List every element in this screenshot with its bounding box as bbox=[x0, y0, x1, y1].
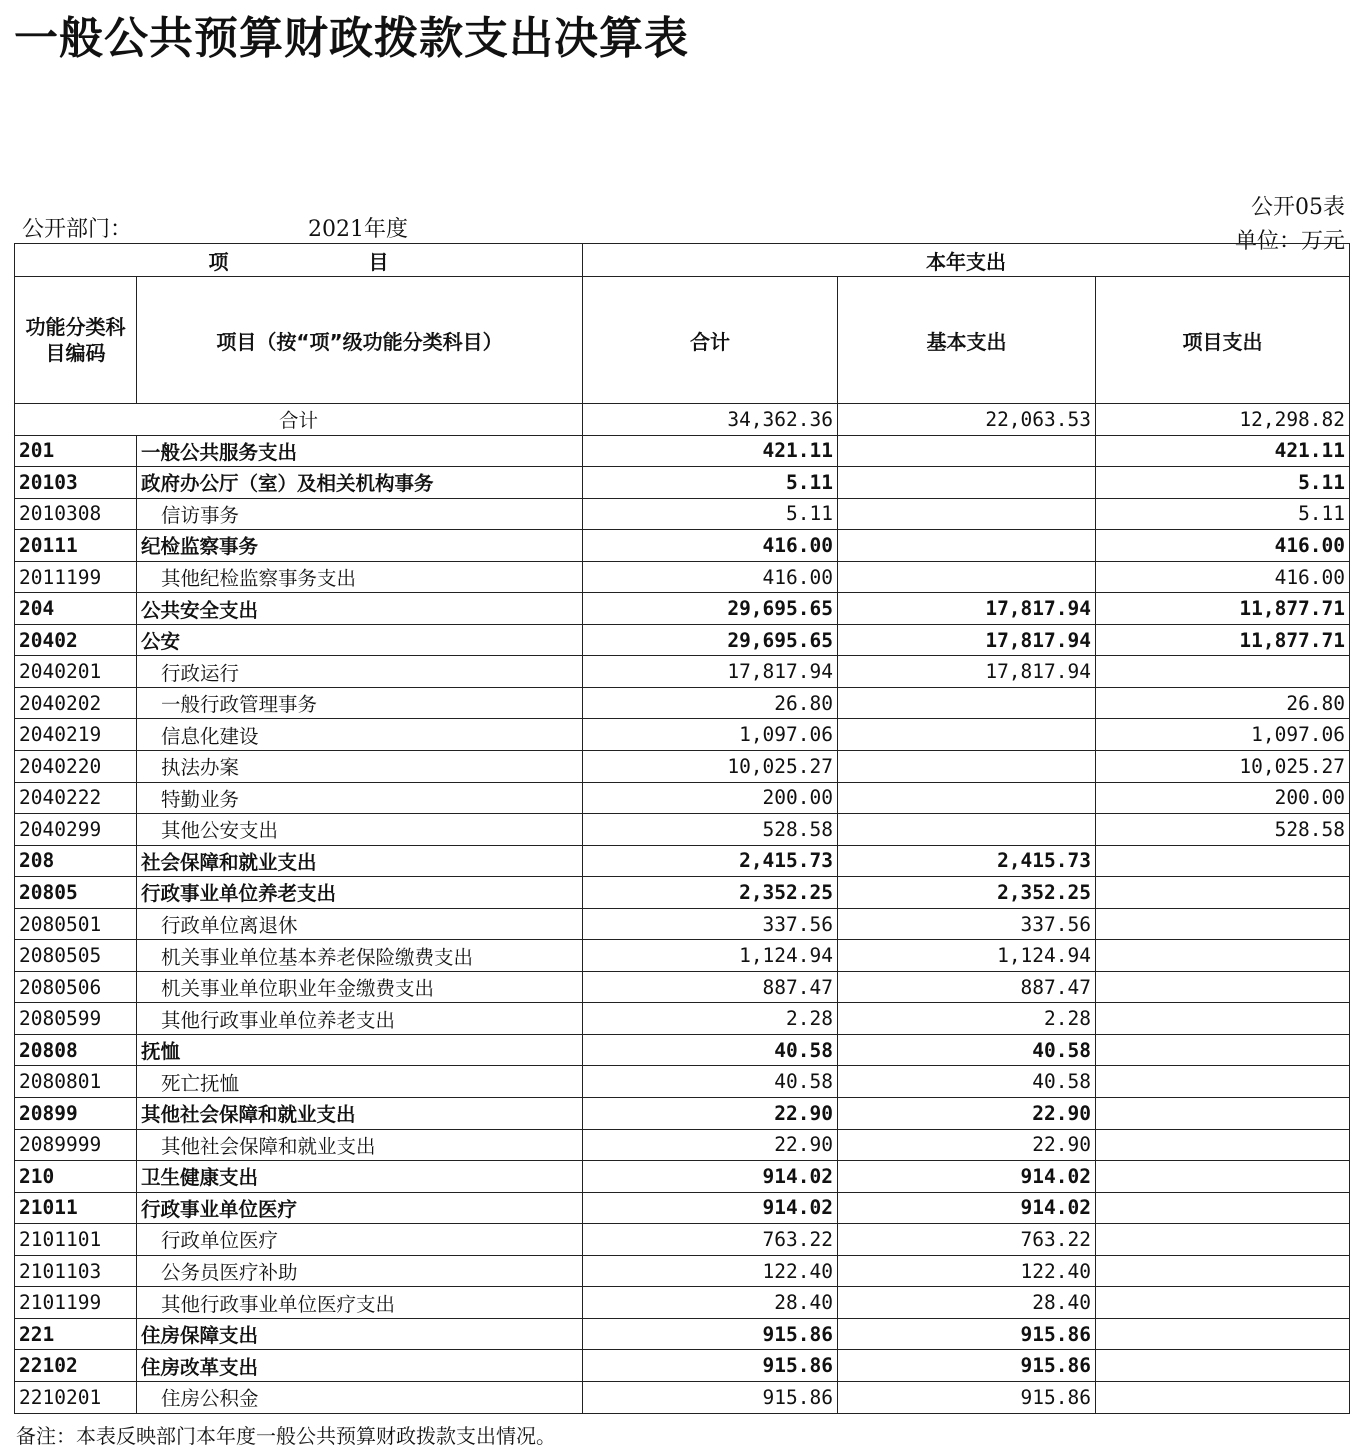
header-row-columns bbox=[15, 277, 1350, 404]
table-row bbox=[15, 624, 1350, 656]
row-basic: 17,817.94 bbox=[838, 624, 1096, 656]
row-total: 1,097.06 bbox=[583, 719, 838, 751]
department-label: 公开部门： bbox=[22, 217, 133, 242]
row-project bbox=[1096, 1287, 1350, 1319]
row-project bbox=[1096, 1129, 1350, 1161]
row-basic: 1,124.94 bbox=[838, 940, 1096, 972]
row-name: 行政运行 bbox=[137, 656, 583, 688]
row-basic: 17,817.94 bbox=[838, 656, 1096, 688]
row-name: 纪检监察事务 bbox=[137, 530, 583, 562]
row-total: 887.47 bbox=[583, 971, 838, 1003]
table-row bbox=[15, 719, 1350, 751]
table-row bbox=[15, 1098, 1350, 1130]
row-project bbox=[1096, 1066, 1350, 1098]
col-header-code: 功能分类科目编码 bbox=[15, 277, 137, 404]
row-name: 住房改革支出 bbox=[137, 1350, 583, 1382]
table-row bbox=[15, 782, 1350, 814]
row-basic bbox=[838, 687, 1096, 719]
row-code: 2089999 bbox=[15, 1129, 137, 1161]
row-code: 20103 bbox=[15, 467, 137, 499]
row-total: 40.58 bbox=[583, 1066, 838, 1098]
row-total: 122.40 bbox=[583, 1255, 838, 1287]
row-project: 421.11 bbox=[1096, 435, 1350, 467]
row-basic: 40.58 bbox=[838, 1034, 1096, 1066]
row-total: 5.11 bbox=[583, 467, 838, 499]
table-row bbox=[15, 435, 1350, 467]
row-basic: 914.02 bbox=[838, 1192, 1096, 1224]
row-name: 公共安全支出 bbox=[137, 593, 583, 625]
table-row bbox=[15, 530, 1350, 562]
row-project bbox=[1096, 656, 1350, 688]
row-project bbox=[1096, 908, 1350, 940]
row-code: 2080599 bbox=[15, 1003, 137, 1035]
row-total: 2,352.25 bbox=[583, 877, 838, 909]
row-name: 住房保障支出 bbox=[137, 1318, 583, 1350]
row-project bbox=[1096, 971, 1350, 1003]
row-name: 行政事业单位医疗 bbox=[137, 1192, 583, 1224]
row-total: 22.90 bbox=[583, 1098, 838, 1130]
row-basic: 763.22 bbox=[838, 1224, 1096, 1256]
total-label: 合计 bbox=[15, 404, 583, 436]
row-code: 2040202 bbox=[15, 687, 137, 719]
row-name: 其他行政事业单位养老支出 bbox=[137, 1003, 583, 1035]
page-title: 一般公共预算财政拨款支出决算表 bbox=[14, 13, 689, 64]
row-code: 2080501 bbox=[15, 908, 137, 940]
row-name: 政府办公厅（室）及相关机构事务 bbox=[137, 467, 583, 499]
row-code: 2040220 bbox=[15, 751, 137, 783]
row-code: 208 bbox=[15, 845, 137, 877]
row-name: 抚恤 bbox=[137, 1034, 583, 1066]
table-row bbox=[15, 1287, 1350, 1319]
total-row bbox=[15, 404, 1350, 436]
row-name: 其他纪检监察事务支出 bbox=[137, 561, 583, 593]
table-row bbox=[15, 845, 1350, 877]
row-total: 915.86 bbox=[583, 1350, 838, 1382]
row-basic bbox=[838, 498, 1096, 530]
col-header-project: 项目支出 bbox=[1096, 277, 1350, 404]
unit-label: 单位：万元 bbox=[1234, 229, 1345, 254]
table-row bbox=[15, 1381, 1350, 1413]
row-code: 2040219 bbox=[15, 719, 137, 751]
row-total: 914.02 bbox=[583, 1192, 838, 1224]
row-project: 5.11 bbox=[1096, 467, 1350, 499]
row-project bbox=[1096, 1350, 1350, 1382]
row-code: 2210201 bbox=[15, 1381, 137, 1413]
row-total: 22.90 bbox=[583, 1129, 838, 1161]
form-code: 公开05表 bbox=[1251, 195, 1345, 220]
row-basic bbox=[838, 814, 1096, 846]
row-basic: 28.40 bbox=[838, 1287, 1096, 1319]
row-total: 26.80 bbox=[583, 687, 838, 719]
row-name: 信访事务 bbox=[137, 498, 583, 530]
row-basic: 22.90 bbox=[838, 1098, 1096, 1130]
row-code: 2080505 bbox=[15, 940, 137, 972]
table-row bbox=[15, 1224, 1350, 1256]
row-total: 29,695.65 bbox=[583, 624, 838, 656]
row-name: 特勤业务 bbox=[137, 782, 583, 814]
table-row bbox=[15, 1066, 1350, 1098]
row-name: 社会保障和就业支出 bbox=[137, 845, 583, 877]
row-code: 20402 bbox=[15, 624, 137, 656]
row-total: 416.00 bbox=[583, 530, 838, 562]
row-code: 20899 bbox=[15, 1098, 137, 1130]
row-basic: 915.86 bbox=[838, 1381, 1096, 1413]
row-basic: 2,352.25 bbox=[838, 877, 1096, 909]
row-code: 22102 bbox=[15, 1350, 137, 1382]
row-name: 一般行政管理事务 bbox=[137, 687, 583, 719]
total-project: 12,298.82 bbox=[1096, 404, 1350, 436]
row-project: 26.80 bbox=[1096, 687, 1350, 719]
row-code: 20111 bbox=[15, 530, 137, 562]
col-header-basic: 基本支出 bbox=[838, 277, 1096, 404]
row-total: 528.58 bbox=[583, 814, 838, 846]
header-row-group bbox=[15, 244, 1350, 277]
row-total: 29,695.65 bbox=[583, 593, 838, 625]
row-code: 2040222 bbox=[15, 782, 137, 814]
row-name: 其他公安支出 bbox=[137, 814, 583, 846]
row-project: 11,877.71 bbox=[1096, 593, 1350, 625]
row-total: 10,025.27 bbox=[583, 751, 838, 783]
row-total: 915.86 bbox=[583, 1318, 838, 1350]
table-row bbox=[15, 1003, 1350, 1035]
row-code: 201 bbox=[15, 435, 137, 467]
row-basic bbox=[838, 561, 1096, 593]
row-code: 21011 bbox=[15, 1192, 137, 1224]
row-basic: 22.90 bbox=[838, 1129, 1096, 1161]
header-item: 项 目 bbox=[15, 244, 583, 277]
table-row bbox=[15, 877, 1350, 909]
row-total: 2.28 bbox=[583, 1003, 838, 1035]
row-code: 2040201 bbox=[15, 656, 137, 688]
col-header-name: 项目（按“项”级功能分类科目） bbox=[137, 277, 583, 404]
row-code: 2101101 bbox=[15, 1224, 137, 1256]
row-total: 200.00 bbox=[583, 782, 838, 814]
row-project bbox=[1096, 1161, 1350, 1193]
row-project bbox=[1096, 1381, 1350, 1413]
row-total: 416.00 bbox=[583, 561, 838, 593]
row-basic: 122.40 bbox=[838, 1255, 1096, 1287]
row-basic bbox=[838, 719, 1096, 751]
row-project bbox=[1096, 1318, 1350, 1350]
row-basic bbox=[838, 530, 1096, 562]
row-project bbox=[1096, 1255, 1350, 1287]
row-name: 其他社会保障和就业支出 bbox=[137, 1098, 583, 1130]
row-code: 2080506 bbox=[15, 971, 137, 1003]
total-basic: 22,063.53 bbox=[838, 404, 1096, 436]
col-header-total: 合计 bbox=[583, 277, 838, 404]
row-project: 1,097.06 bbox=[1096, 719, 1350, 751]
table-row bbox=[15, 1161, 1350, 1193]
row-name: 公务员医疗补助 bbox=[137, 1255, 583, 1287]
row-basic: 887.47 bbox=[838, 971, 1096, 1003]
row-total: 914.02 bbox=[583, 1161, 838, 1193]
row-total: 2,415.73 bbox=[583, 845, 838, 877]
row-project: 5.11 bbox=[1096, 498, 1350, 530]
row-code: 204 bbox=[15, 593, 137, 625]
row-basic bbox=[838, 751, 1096, 783]
row-total: 763.22 bbox=[583, 1224, 838, 1256]
row-project bbox=[1096, 940, 1350, 972]
row-code: 20805 bbox=[15, 877, 137, 909]
row-project bbox=[1096, 845, 1350, 877]
row-basic: 915.86 bbox=[838, 1350, 1096, 1382]
table-row bbox=[15, 971, 1350, 1003]
table-row bbox=[15, 1255, 1350, 1287]
row-total: 915.86 bbox=[583, 1381, 838, 1413]
row-project bbox=[1096, 877, 1350, 909]
row-name: 住房公积金 bbox=[137, 1381, 583, 1413]
row-total: 28.40 bbox=[583, 1287, 838, 1319]
row-project: 416.00 bbox=[1096, 530, 1350, 562]
table-row bbox=[15, 656, 1350, 688]
table-row bbox=[15, 814, 1350, 846]
table-row bbox=[15, 593, 1350, 625]
row-name: 公安 bbox=[137, 624, 583, 656]
row-basic: 2,415.73 bbox=[838, 845, 1096, 877]
row-name: 其他社会保障和就业支出 bbox=[137, 1129, 583, 1161]
fiscal-year: 2021年度 bbox=[308, 217, 408, 242]
row-total: 5.11 bbox=[583, 498, 838, 530]
row-name: 行政单位医疗 bbox=[137, 1224, 583, 1256]
row-name: 其他行政事业单位医疗支出 bbox=[137, 1287, 583, 1319]
row-project bbox=[1096, 1224, 1350, 1256]
table-row bbox=[15, 561, 1350, 593]
row-name: 机关事业单位基本养老保险缴费支出 bbox=[137, 940, 583, 972]
row-name: 一般公共服务支出 bbox=[137, 435, 583, 467]
row-project bbox=[1096, 1003, 1350, 1035]
row-basic: 2.28 bbox=[838, 1003, 1096, 1035]
table-row bbox=[15, 940, 1350, 972]
table-row bbox=[15, 1034, 1350, 1066]
row-project bbox=[1096, 1192, 1350, 1224]
row-basic bbox=[838, 782, 1096, 814]
row-code: 2080801 bbox=[15, 1066, 137, 1098]
row-code: 2040299 bbox=[15, 814, 137, 846]
table-row bbox=[15, 467, 1350, 499]
row-code: 210 bbox=[15, 1161, 137, 1193]
row-basic: 337.56 bbox=[838, 908, 1096, 940]
row-project: 10,025.27 bbox=[1096, 751, 1350, 783]
row-project: 528.58 bbox=[1096, 814, 1350, 846]
table-row bbox=[15, 1129, 1350, 1161]
table-row bbox=[15, 1350, 1350, 1382]
total-sum: 34,362.36 bbox=[583, 404, 838, 436]
row-name: 卫生健康支出 bbox=[137, 1161, 583, 1193]
row-name: 行政事业单位养老支出 bbox=[137, 877, 583, 909]
row-name: 死亡抚恤 bbox=[137, 1066, 583, 1098]
row-total: 1,124.94 bbox=[583, 940, 838, 972]
expenditure-table bbox=[14, 243, 1350, 1414]
row-total: 421.11 bbox=[583, 435, 838, 467]
row-project: 200.00 bbox=[1096, 782, 1350, 814]
row-name: 行政单位离退休 bbox=[137, 908, 583, 940]
row-name: 信息化建设 bbox=[137, 719, 583, 751]
table-body bbox=[15, 404, 1350, 1414]
table-row bbox=[15, 687, 1350, 719]
row-basic: 40.58 bbox=[838, 1066, 1096, 1098]
footnote: 备注：本表反映部门本年度一般公共预算财政拨款支出情况。 bbox=[16, 1424, 556, 1448]
table-row bbox=[15, 1318, 1350, 1350]
row-total: 17,817.94 bbox=[583, 656, 838, 688]
row-name: 执法办案 bbox=[137, 751, 583, 783]
row-project bbox=[1096, 1098, 1350, 1130]
row-basic bbox=[838, 435, 1096, 467]
row-basic bbox=[838, 467, 1096, 499]
row-name: 机关事业单位职业年金缴费支出 bbox=[137, 971, 583, 1003]
table-row bbox=[15, 908, 1350, 940]
row-total: 40.58 bbox=[583, 1034, 838, 1066]
row-code: 2010308 bbox=[15, 498, 137, 530]
row-project bbox=[1096, 1034, 1350, 1066]
row-code: 2011199 bbox=[15, 561, 137, 593]
row-code: 221 bbox=[15, 1318, 137, 1350]
row-basic: 915.86 bbox=[838, 1318, 1096, 1350]
row-total: 337.56 bbox=[583, 908, 838, 940]
row-code: 2101199 bbox=[15, 1287, 137, 1319]
row-project: 416.00 bbox=[1096, 561, 1350, 593]
row-basic: 17,817.94 bbox=[838, 593, 1096, 625]
row-project: 11,877.71 bbox=[1096, 624, 1350, 656]
row-basic: 914.02 bbox=[838, 1161, 1096, 1193]
row-code: 20808 bbox=[15, 1034, 137, 1066]
table-row bbox=[15, 1192, 1350, 1224]
table-row bbox=[15, 751, 1350, 783]
table-row bbox=[15, 498, 1350, 530]
header-current-year: 本年支出 bbox=[583, 244, 1350, 277]
row-code: 2101103 bbox=[15, 1255, 137, 1287]
